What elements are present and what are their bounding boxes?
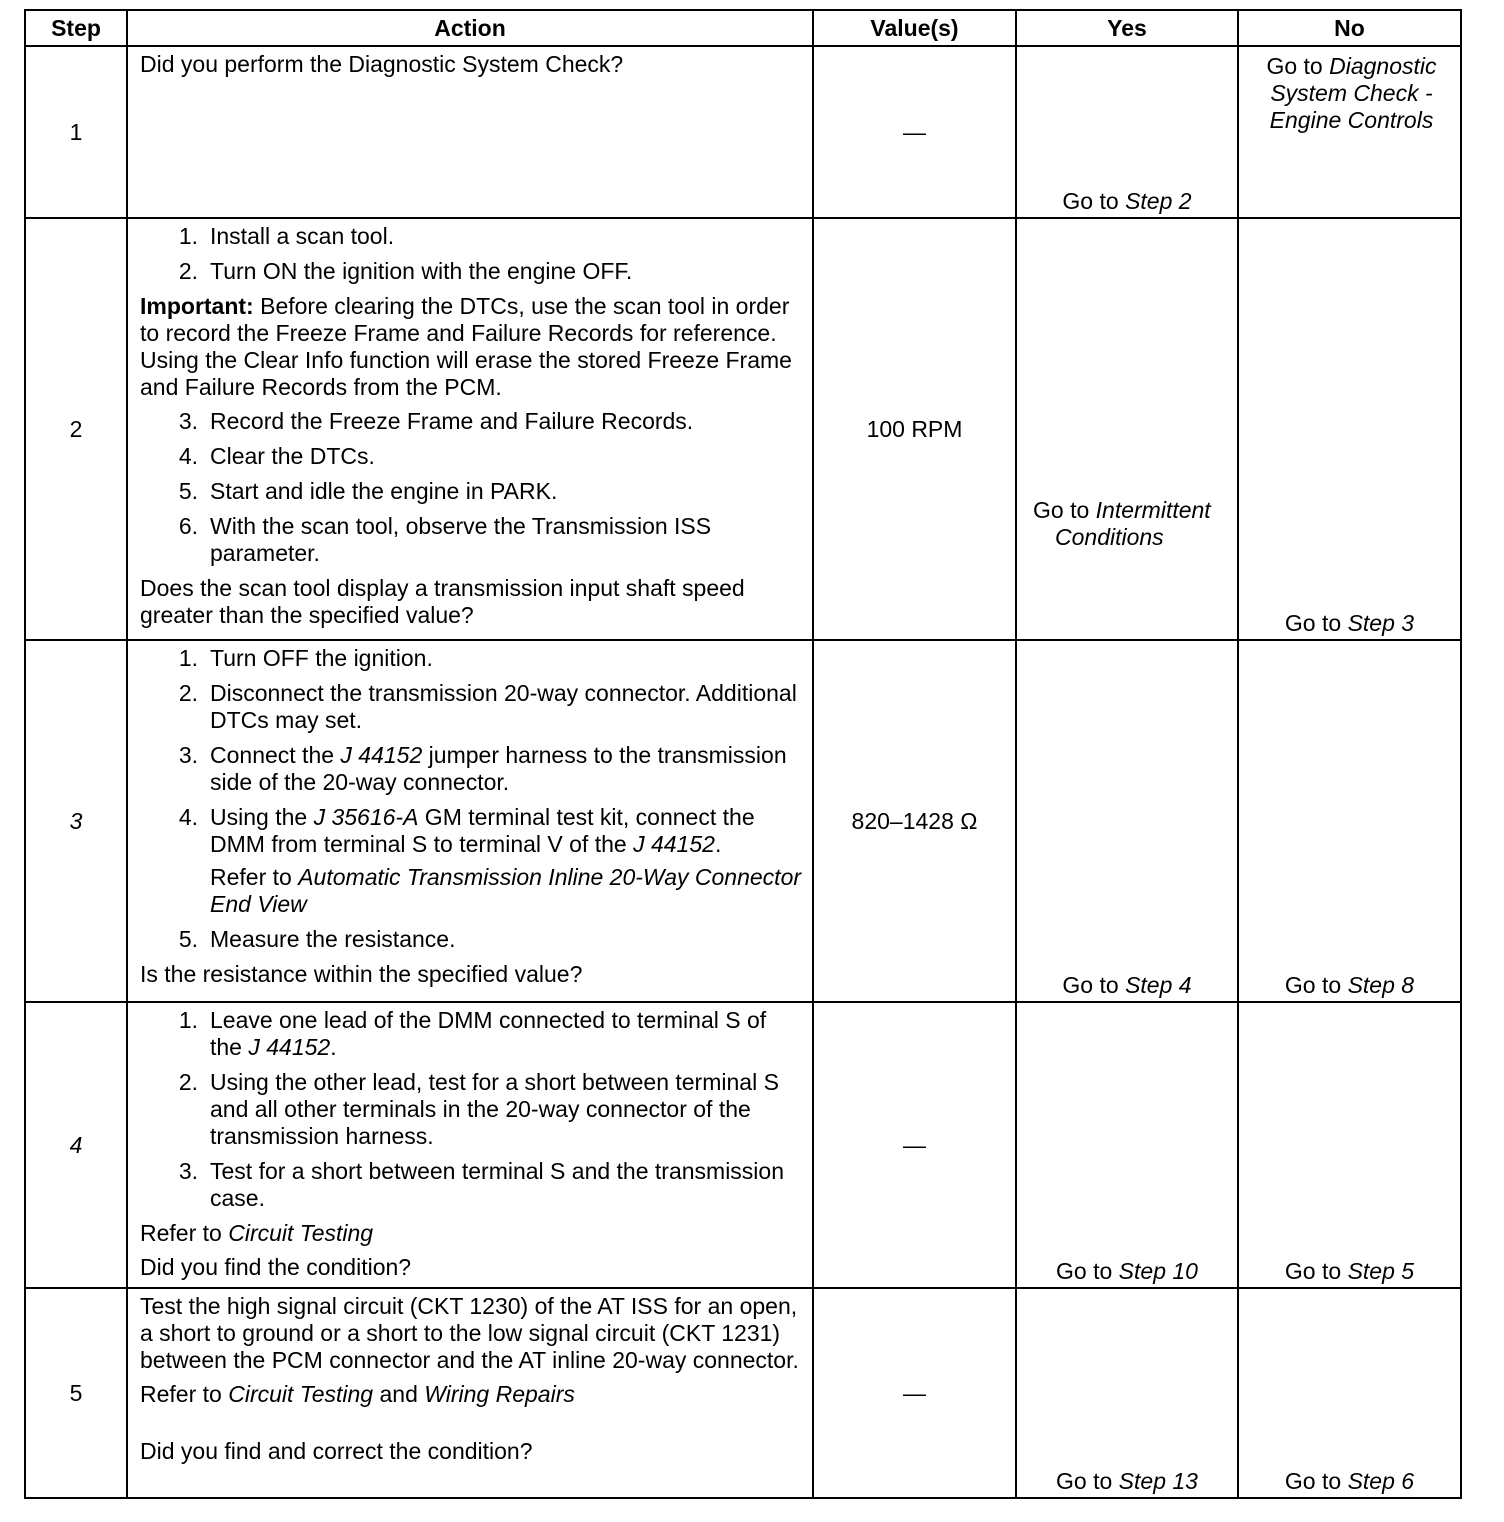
list-item (140, 1158, 802, 1212)
item-number: 1. (178, 1007, 198, 1033)
item-number: 6. (178, 513, 198, 539)
refer-link[interactable]: Circuit Testing (228, 1220, 374, 1246)
list-item (140, 680, 802, 734)
list-item (140, 1007, 802, 1061)
action-question: Did you find and correct the condition? (140, 1438, 533, 1464)
item-text (210, 1007, 802, 1061)
item-number: 3. (178, 408, 198, 434)
action-question: Did you perform the Diagnostic System Check? (140, 51, 624, 77)
important-label: Important: (140, 293, 254, 319)
goto-link[interactable]: Step 5 (1347, 1258, 1415, 1284)
header-no: No (1238, 10, 1461, 46)
item-text: Start and idle the engine in PARK. (210, 478, 558, 504)
goto-link[interactable]: Step 13 (1118, 1468, 1198, 1494)
refer-prefix: Refer to (210, 864, 299, 890)
item-number: 4. (178, 804, 198, 830)
step-number: 3 (25, 640, 127, 1002)
goto-prefix: Go to (1266, 53, 1330, 79)
action-question: Did you find the condition? (140, 1254, 412, 1280)
refer-note (140, 1381, 802, 1408)
goto-prefix: Go to (1062, 972, 1126, 998)
item-number: 4. (178, 443, 198, 469)
value-cell: — (813, 1288, 1016, 1498)
refer-link[interactable]: Circuit Testing (228, 1381, 374, 1407)
tool-reference: J 44152 (248, 1034, 331, 1060)
action-cell (127, 46, 813, 218)
refer-note (140, 1220, 802, 1247)
step-number: 1 (25, 46, 127, 218)
tool-reference: J 44152 (340, 742, 423, 768)
refer-note (210, 864, 802, 918)
item-text: Test for a short between terminal S and the transmission case. (210, 1158, 785, 1211)
goto-prefix: Go to (1056, 1468, 1119, 1494)
item-number: 5. (178, 478, 198, 504)
goto-prefix: Go to (1062, 188, 1126, 214)
no-cell (1238, 1002, 1461, 1288)
no-cell (1238, 46, 1461, 218)
item-text: Turn OFF the ignition. (210, 645, 433, 671)
goto-link[interactable]: Step 4 (1125, 972, 1192, 998)
list-item (140, 478, 802, 505)
item-text: Turn ON the ignition with the engine OFF. (210, 258, 633, 284)
yes-cell (1016, 46, 1238, 218)
action-cell (127, 1288, 813, 1498)
goto-prefix: Go to (1284, 972, 1348, 998)
goto-prefix: Go to (1284, 1468, 1348, 1494)
goto-prefix: Go to (1033, 497, 1096, 523)
goto-link[interactable]: Step 3 (1347, 610, 1415, 636)
header-values: Value(s) (813, 10, 1016, 46)
important-text: Before clearing the DTCs, use the scan tool in order to record the Freeze Frame and Failure Records for reference. Using the Clear Info function will erase the stored Freeze Frame and Failure Records from the PCM. (140, 293, 792, 400)
refer-link[interactable]: Wiring Repairs (424, 1381, 575, 1407)
goto-link[interactable]: Step 10 (1118, 1258, 1198, 1284)
tool-reference: J 35616-A (313, 804, 419, 830)
action-list (140, 223, 802, 285)
item-text: Install a scan tool. (210, 223, 395, 249)
refer-prefix: Refer to (140, 1381, 229, 1407)
action-list (140, 1007, 802, 1212)
item-number: 3. (178, 742, 198, 768)
goto-prefix: Go to (1056, 1258, 1119, 1284)
value-cell: — (813, 46, 1016, 218)
list-item (140, 742, 802, 796)
item-number: 2. (178, 1069, 198, 1095)
action-list (140, 645, 802, 953)
step-number: 2 (25, 218, 127, 640)
header-action: Action (127, 10, 813, 46)
value-cell: 100 RPM (813, 218, 1016, 640)
item-number: 2. (178, 258, 198, 284)
table-row (25, 218, 1461, 640)
header-row (25, 10, 1461, 46)
list-item (140, 408, 802, 435)
item-text-part: GM terminal test kit, connect the DMM from terminal S to terminal V of the (210, 804, 755, 857)
diagnostic-table (24, 9, 1462, 1499)
refer-link[interactable]: Automatic Transmission Inline 20-Way Connector End View (210, 864, 802, 917)
value-cell: — (813, 1002, 1016, 1288)
item-text (210, 804, 802, 918)
action-cell (127, 1002, 813, 1288)
goto-link[interactable]: Conditions (1055, 524, 1164, 550)
list-item (140, 645, 802, 672)
header-step: Step (25, 10, 127, 46)
goto-prefix: Go to (1284, 610, 1348, 636)
item-text: Disconnect the transmission 20-way connector. Additional DTCs may set. (210, 680, 797, 733)
item-text: Record the Freeze Frame and Failure Records. (210, 408, 694, 434)
item-text: Using the other lead, test for a short between terminal S and all other terminals in the 20-way connector of the transmission harness. (210, 1069, 779, 1149)
action-question: Does the scan tool display a transmission input shaft speed greater than the specified value? (140, 575, 745, 628)
list-item (140, 443, 802, 470)
list-item (140, 258, 802, 285)
item-text-part: . (714, 831, 722, 857)
item-number: 1. (178, 645, 198, 671)
item-number: 2. (178, 680, 198, 706)
action-cell (127, 640, 813, 1002)
list-item (140, 926, 802, 953)
goto-link[interactable]: Step 6 (1347, 1468, 1415, 1494)
item-text-part: . (330, 1034, 337, 1060)
step-number: 5 (25, 1288, 127, 1498)
step-number: 4 (25, 1002, 127, 1288)
yes-cell (1016, 218, 1238, 640)
item-text-part: Connect the (210, 742, 341, 768)
yes-cell (1016, 1288, 1238, 1498)
refer-prefix: Refer to (140, 1220, 229, 1246)
yes-cell (1016, 1002, 1238, 1288)
item-text (210, 742, 802, 796)
table-row (25, 1002, 1461, 1288)
item-number: 1. (178, 223, 198, 249)
tool-reference: J 44152 (633, 831, 715, 857)
item-text-part: Leave one lead of the DMM connected to terminal S of the (210, 1007, 767, 1060)
list-item (140, 223, 802, 250)
list-item (140, 513, 802, 567)
list-item (140, 1069, 802, 1150)
table-row (25, 46, 1461, 218)
refer-connector: and (373, 1381, 425, 1407)
item-text: Measure the resistance. (210, 926, 456, 952)
value-cell: 820–1428 Ω (813, 640, 1016, 1002)
important-note (140, 293, 802, 401)
goto-link[interactable]: Intermittent (1095, 497, 1211, 523)
action-text: Test the high signal circuit (CKT 1230) of the AT ISS for an open, a short to ground or a short to the low signal circuit (CKT 1231) between the PCM connector and the AT inline 20-way connector. (140, 1293, 799, 1373)
item-number: 3. (178, 1158, 198, 1184)
action-cell (127, 218, 813, 640)
no-cell (1238, 218, 1461, 640)
no-cell (1238, 1288, 1461, 1498)
goto-link[interactable]: Step 2 (1125, 188, 1192, 214)
yes-cell (1016, 640, 1238, 1002)
header-yes: Yes (1016, 10, 1238, 46)
item-text-part: Using the (210, 804, 314, 830)
goto-link[interactable]: Step 8 (1347, 972, 1415, 998)
no-cell (1238, 640, 1461, 1002)
action-question: Is the resistance within the specified value? (140, 961, 583, 987)
table-row (25, 1288, 1461, 1498)
goto-link[interactable]: Diagnostic System Check - Engine Controls (1269, 53, 1437, 133)
item-text-part: jumper harness to the transmission side of the 20-way connector. (210, 742, 787, 795)
list-item (140, 804, 802, 918)
action-list (140, 408, 802, 567)
item-number: 5. (178, 926, 198, 952)
table-row (25, 640, 1461, 1002)
item-text: Clear the DTCs. (210, 443, 375, 469)
item-text: With the scan tool, observe the Transmission ISS parameter. (210, 513, 712, 566)
goto-prefix: Go to (1284, 1258, 1348, 1284)
